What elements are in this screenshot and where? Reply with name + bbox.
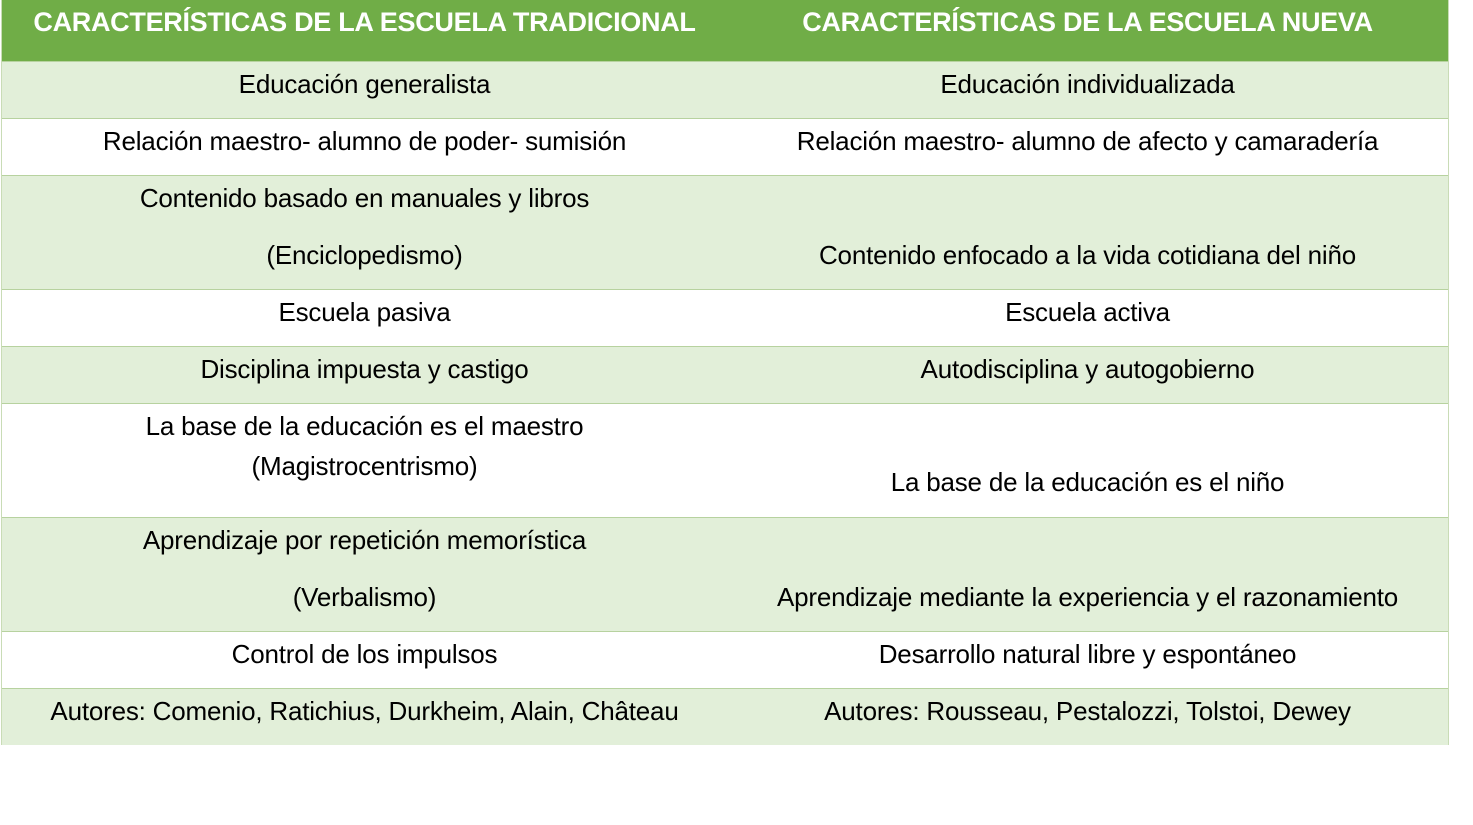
header-new-school: CARACTERÍSTICAS DE LA ESCUELA NUEVA [802, 7, 1373, 37]
cell-traditional: Escuela pasiva [278, 297, 451, 327]
cell-new: Contenido enfocado a la vida cotidiana del niño [818, 240, 1356, 270]
cell-traditional [2, 518, 727, 631]
cell-new: Aprendizaje mediante la experiencia y el razonamiento [777, 582, 1398, 612]
table-header-row [2, 0, 1448, 61]
cell-line: (Verbalismo) [292, 582, 437, 612]
cell-new: Autodisciplina y autogobierno [920, 354, 1255, 384]
cell-traditional: Relación maestro- alumno de poder- sumisión [102, 126, 627, 156]
cell-new: Educación individualizada [940, 69, 1235, 99]
table-row [2, 175, 1448, 289]
table-row [2, 403, 1448, 517]
cell-traditional: Disciplina impuesta y castigo [200, 354, 529, 384]
table-row [2, 517, 1448, 631]
cell-traditional [2, 404, 727, 517]
cell-new: Escuela activa [1005, 297, 1170, 327]
comparison-table [1, 0, 1449, 745]
cell-traditional: Control de los impulsos [231, 639, 498, 669]
table-row [2, 118, 1448, 175]
table-row [2, 346, 1448, 403]
table-row [2, 61, 1448, 118]
cell-line: Aprendizaje por repetición memorística [142, 525, 587, 555]
cell-new: Desarrollo natural libre y espontáneo [878, 639, 1297, 669]
cell-line: Contenido basado en manuales y libros [139, 183, 590, 213]
cell-new: Relación maestro- alumno de afecto y camaradería [796, 126, 1379, 156]
cell-line: (Enciclopedismo) [266, 240, 463, 270]
cell-traditional: Autores: Comenio, Ratichius, Durkheim, Alain, Château [50, 696, 679, 726]
cell-line: La base de la educación es el maestro [145, 411, 584, 441]
table-row [2, 631, 1448, 688]
cell-traditional: Educación generalista [238, 69, 491, 99]
table-row [2, 289, 1448, 346]
cell-traditional [2, 176, 727, 289]
header-traditional-school: CARACTERÍSTICAS DE LA ESCUELA TRADICIONAL [33, 7, 696, 37]
cell-line: (Magistrocentrismo) [251, 451, 478, 481]
cell-new: La base de la educación es el niño [890, 467, 1285, 497]
cell-new: Autores: Rousseau, Pestalozzi, Tolstoi, Dewey [824, 696, 1351, 726]
table-row [2, 688, 1448, 745]
